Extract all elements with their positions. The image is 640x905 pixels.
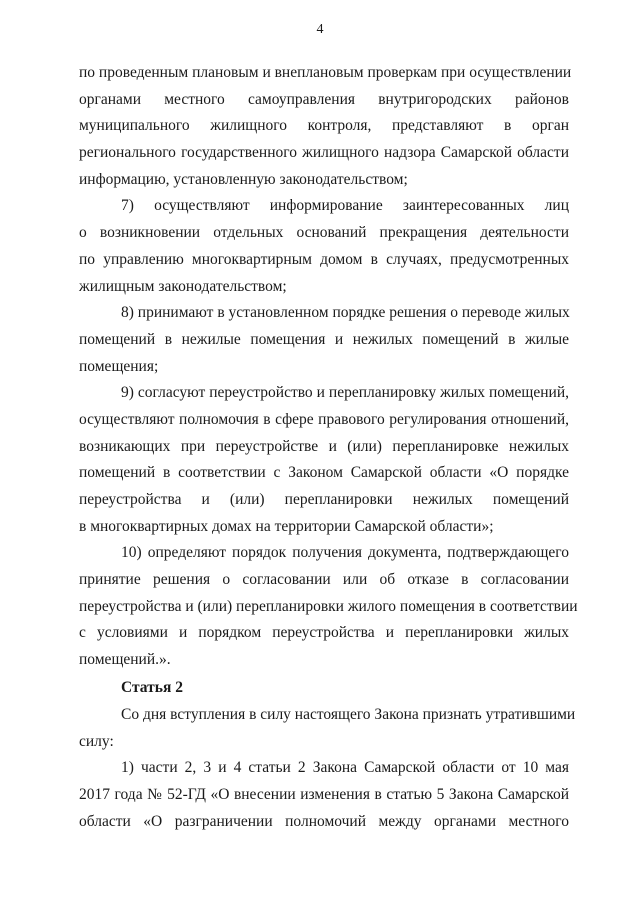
text-line: Со дня вступления в силу настоящего Закона признать утратившими bbox=[121, 705, 576, 723]
paragraph-item-10 bbox=[79, 540, 578, 673]
text-line: помещений в соответствии с Законом Самарской области «О порядке bbox=[79, 464, 569, 482]
text-line: переустройства и (или) перепланировки жилого помещения в соответствии bbox=[79, 597, 578, 615]
text-line: помещений в нежилые помещения и нежилых помещений в жилые bbox=[79, 330, 569, 348]
text-line: в многоквартирных домах на территории Самарской области»; bbox=[79, 517, 494, 535]
text-line: возникающих при переустройстве и (или) перепланировке нежилых bbox=[79, 437, 569, 455]
text-line: 1) части 2, 3 и 4 статьи 2 Закона Самарской области от 10 мая bbox=[121, 759, 569, 777]
text-line: осуществляют полномочия в сфере правового регулирования отношений, bbox=[79, 410, 569, 428]
text-line: муниципального жилищного контроля, представляют в орган bbox=[79, 117, 569, 135]
text-line: принятие решения о согласовании или об отказе в согласовании bbox=[79, 571, 569, 589]
article-intro bbox=[79, 702, 576, 755]
text-line: жилищным законодательством; bbox=[79, 277, 287, 295]
paragraph-item-7 bbox=[79, 193, 569, 300]
document-body bbox=[79, 60, 578, 835]
text-line: по проведенным плановым и внеплановым проверкам при осуществлении bbox=[79, 64, 572, 81]
text-line: 7) осуществляют информирование заинтересованных лиц bbox=[121, 197, 569, 215]
text-line: переустройства и (или) перепланировки нежилых помещений bbox=[79, 491, 569, 508]
text-line: области «О разграничении полномочий между органами местного bbox=[79, 812, 569, 830]
text-line: по управлению многоквартирным домом в случаях, предусмотренных bbox=[79, 250, 569, 268]
text-line: с условиями и порядком переустройства и перепланировки жилых bbox=[79, 624, 569, 642]
article-item-1 bbox=[79, 755, 569, 835]
text-line: регионального государственного жилищного надзора Самарской области bbox=[79, 144, 569, 162]
text-line: помещения; bbox=[79, 357, 159, 375]
text-line: органами местного самоуправления внутригородских районов bbox=[79, 90, 569, 108]
page-number: 4 bbox=[316, 22, 324, 37]
text-line: силу: bbox=[79, 732, 114, 750]
text-line: 9) согласуют переустройство и перепланировку жилых помещений, bbox=[121, 384, 569, 402]
text-line: 8) принимают в установленном порядке решения о переводе жилых bbox=[121, 304, 570, 322]
paragraph-item-8 bbox=[79, 300, 569, 380]
text-line: информацию, установленную законодательством; bbox=[79, 170, 408, 188]
paragraph-item-9 bbox=[79, 380, 569, 540]
text-line: 2017 года № 52-ГД «О внесении изменения в статью 5 Закона Самарской bbox=[79, 785, 569, 803]
text-line: помещений.». bbox=[79, 651, 171, 669]
text-line: о возникновении отдельных оснований прекращения деятельности bbox=[79, 224, 569, 242]
article-heading: Статья 2 bbox=[121, 678, 183, 696]
paragraph-continuation bbox=[79, 60, 572, 193]
text-line: 10) определяют порядок получения документа, подтверждающего bbox=[121, 544, 569, 562]
